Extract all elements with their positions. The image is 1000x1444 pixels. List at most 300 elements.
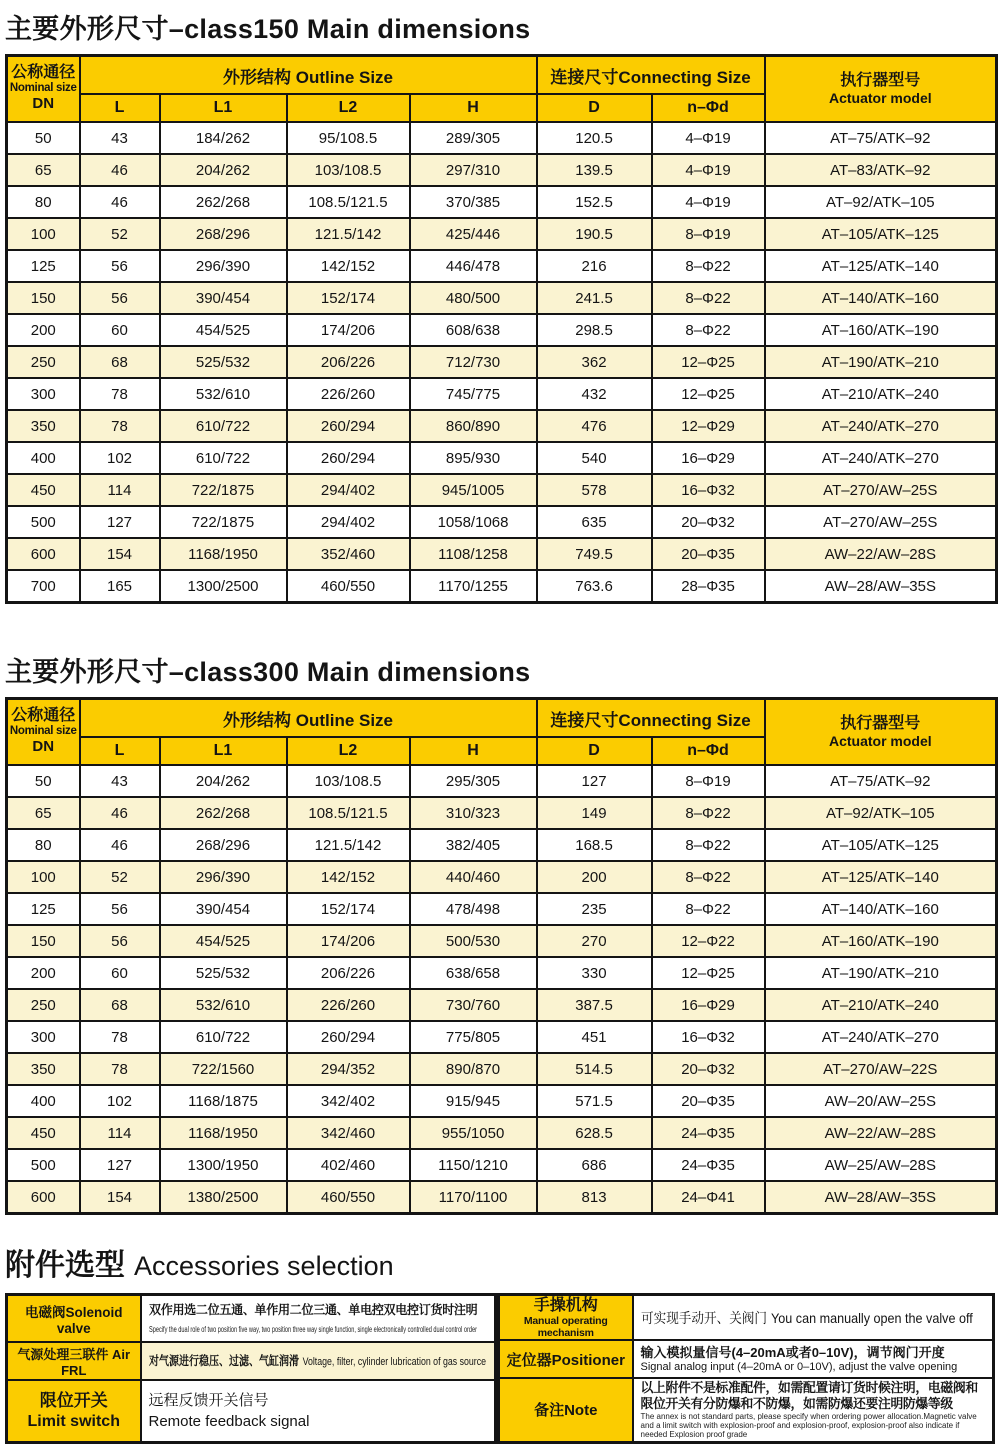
class300-table-body bbox=[7, 765, 997, 1214]
table-row bbox=[7, 893, 997, 925]
table-cell: AT–125/ATK–140 bbox=[765, 250, 997, 282]
table-cell: 480/500 bbox=[410, 282, 537, 314]
table-cell: 300 bbox=[7, 1021, 80, 1053]
table-row bbox=[7, 765, 997, 797]
table-row bbox=[7, 797, 997, 829]
note-desc: 以上附件不是标准配件，如需配置请订货时候注明，电磁阀和限位开关有分防爆和不防爆，如需防爆还要注明防爆等级 The annex is not standard parts, please specify when ordering power allocation.Magnetic valve and a limit switch with explosion-proof and explosion-proof, explosion-proof also indicate if needed Explosion proof grade bbox=[633, 1378, 994, 1442]
class150-dimensions-table bbox=[5, 54, 998, 604]
table-cell: AT–240/ATK–270 bbox=[765, 410, 997, 442]
table-cell: 4–Φ19 bbox=[652, 122, 765, 154]
table-cell: 775/805 bbox=[410, 1021, 537, 1053]
table-cell: 127 bbox=[537, 765, 652, 797]
table-cell: 260/294 bbox=[287, 442, 410, 474]
table-cell: 80 bbox=[7, 186, 80, 218]
table-cell: 8–Φ22 bbox=[652, 861, 765, 893]
table-cell: 500/530 bbox=[410, 925, 537, 957]
table-cell: 342/460 bbox=[287, 1117, 410, 1149]
table-cell: 895/930 bbox=[410, 442, 537, 474]
table-cell: 1380/2500 bbox=[160, 1181, 287, 1214]
col-header-D: D bbox=[537, 737, 652, 765]
table-cell: AT–140/ATK–160 bbox=[765, 282, 997, 314]
table-row bbox=[7, 410, 997, 442]
accessories-left-table bbox=[5, 1293, 497, 1444]
connecting-size-header: 连接尺寸Connecting Size bbox=[537, 56, 765, 95]
limit-switch-label: 限位开关 Limit switch bbox=[7, 1380, 141, 1442]
table-cell: 915/945 bbox=[410, 1085, 537, 1117]
table-row bbox=[7, 346, 997, 378]
table-cell: 114 bbox=[80, 1117, 160, 1149]
table-cell: AT–210/ATK–240 bbox=[765, 989, 997, 1021]
table-cell: 102 bbox=[80, 1085, 160, 1117]
accessories-title-en: Accessories selection bbox=[134, 1251, 394, 1281]
table-cell: 294/402 bbox=[287, 474, 410, 506]
table-cell: AT–75/ATK–92 bbox=[765, 122, 997, 154]
manual-mechanism-desc: 可实现手动开、关阀门 You can manually open the valve off bbox=[633, 1295, 994, 1341]
table-cell: 68 bbox=[80, 346, 160, 378]
table-row bbox=[7, 1295, 496, 1342]
table-cell: 446/478 bbox=[410, 250, 537, 282]
table-cell: 12–Φ25 bbox=[652, 378, 765, 410]
table-cell: 460/550 bbox=[287, 570, 410, 603]
table-cell: 24–Φ35 bbox=[652, 1117, 765, 1149]
table-cell: 16–Φ32 bbox=[652, 474, 765, 506]
table-cell: 46 bbox=[80, 154, 160, 186]
table-cell: 262/268 bbox=[160, 797, 287, 829]
table-cell: 955/1050 bbox=[410, 1117, 537, 1149]
table-cell: 763.6 bbox=[537, 570, 652, 603]
table-cell: 610/722 bbox=[160, 410, 287, 442]
table-cell: 52 bbox=[80, 218, 160, 250]
connecting-size-header: 连接尺寸Connecting Size bbox=[537, 699, 765, 738]
table-row bbox=[7, 1021, 997, 1053]
table-cell: 149 bbox=[537, 797, 652, 829]
table-cell: 120.5 bbox=[537, 122, 652, 154]
table-row bbox=[7, 861, 997, 893]
table-cell: 402/460 bbox=[287, 1149, 410, 1181]
table-cell: 350 bbox=[7, 410, 80, 442]
table-cell: 628.5 bbox=[537, 1117, 652, 1149]
table-cell: AW–28/AW–35S bbox=[765, 1181, 997, 1214]
table-cell: 8–Φ22 bbox=[652, 797, 765, 829]
table-cell: 154 bbox=[80, 538, 160, 570]
table-cell: 78 bbox=[80, 1021, 160, 1053]
table-cell: 60 bbox=[80, 314, 160, 346]
table-row bbox=[7, 957, 997, 989]
table-cell: AT–83/ATK–92 bbox=[765, 154, 997, 186]
table-cell: 460/550 bbox=[287, 1181, 410, 1214]
table-cell: 1168/1950 bbox=[160, 538, 287, 570]
table-cell: 342/402 bbox=[287, 1085, 410, 1117]
section-title-class300: 主要外形尺寸–class300 Main dimensions bbox=[5, 657, 531, 687]
table-cell: 1058/1068 bbox=[410, 506, 537, 538]
table-cell: 108.5/121.5 bbox=[287, 186, 410, 218]
table-row bbox=[7, 1149, 997, 1181]
table-cell: AT–210/ATK–240 bbox=[765, 378, 997, 410]
table-cell: 1300/2500 bbox=[160, 570, 287, 603]
class300-dimensions-table bbox=[5, 697, 998, 1215]
table-cell: 432 bbox=[537, 378, 652, 410]
table-cell: 121.5/142 bbox=[287, 829, 410, 861]
accessories-right-table bbox=[497, 1293, 995, 1444]
table-cell: 12–Φ22 bbox=[652, 925, 765, 957]
table-cell: 262/268 bbox=[160, 186, 287, 218]
table-cell: 56 bbox=[80, 282, 160, 314]
table-cell: 514.5 bbox=[537, 1053, 652, 1085]
table-cell: 945/1005 bbox=[410, 474, 537, 506]
table-cell: 46 bbox=[80, 186, 160, 218]
table-cell: 382/405 bbox=[410, 829, 537, 861]
table-cell: 152/174 bbox=[287, 893, 410, 925]
manual-mechanism-label: 手操机构 Manual operating mechanism bbox=[499, 1295, 633, 1341]
table-cell: 250 bbox=[7, 346, 80, 378]
table-cell: AT–240/ATK–270 bbox=[765, 1021, 997, 1053]
table-cell: 268/296 bbox=[160, 218, 287, 250]
table-cell: 4–Φ19 bbox=[652, 186, 765, 218]
table-cell: 330 bbox=[537, 957, 652, 989]
table-cell: 165 bbox=[80, 570, 160, 603]
table-cell: 296/390 bbox=[160, 861, 287, 893]
table-cell: 80 bbox=[7, 829, 80, 861]
table-row bbox=[7, 442, 997, 474]
table-row bbox=[499, 1378, 994, 1442]
table-cell: 600 bbox=[7, 1181, 80, 1214]
table-cell: 190.5 bbox=[537, 218, 652, 250]
table-cell: 295/305 bbox=[410, 765, 537, 797]
table-row bbox=[7, 1342, 496, 1380]
table-row bbox=[7, 506, 997, 538]
table-cell: 440/460 bbox=[410, 861, 537, 893]
positioner-label: 定位器Positioner bbox=[499, 1340, 633, 1378]
table-cell: 525/532 bbox=[160, 957, 287, 989]
table-cell: 635 bbox=[537, 506, 652, 538]
table-cell: 68 bbox=[80, 989, 160, 1021]
table-cell: 12–Φ25 bbox=[652, 957, 765, 989]
table-cell: 125 bbox=[7, 893, 80, 925]
table-cell: 16–Φ29 bbox=[652, 442, 765, 474]
table-cell: 95/108.5 bbox=[287, 122, 410, 154]
table-cell: 102 bbox=[80, 442, 160, 474]
table-cell: 43 bbox=[80, 765, 160, 797]
table-cell: 12–Φ29 bbox=[652, 410, 765, 442]
table-cell: 174/206 bbox=[287, 314, 410, 346]
table-cell: 78 bbox=[80, 378, 160, 410]
table-cell: 1170/1255 bbox=[410, 570, 537, 603]
table-cell: 700 bbox=[7, 570, 80, 603]
table-cell: 142/152 bbox=[287, 861, 410, 893]
table-cell: 52 bbox=[80, 861, 160, 893]
table-cell: 578 bbox=[537, 474, 652, 506]
table-cell: AW–22/AW–28S bbox=[765, 538, 997, 570]
table-cell: 540 bbox=[537, 442, 652, 474]
table-cell: 152.5 bbox=[537, 186, 652, 218]
table-cell: 206/226 bbox=[287, 346, 410, 378]
table-cell: 454/525 bbox=[160, 314, 287, 346]
table-cell: 352/460 bbox=[287, 538, 410, 570]
table-cell: 8–Φ19 bbox=[652, 218, 765, 250]
table-row bbox=[7, 282, 997, 314]
table-row bbox=[7, 218, 997, 250]
col-header-H: H bbox=[410, 94, 537, 122]
solenoid-valve-desc: 双作用选二位五通、单作用二位三通、单电控双电控订货时注明 Specify the dual role of two position five way, two position three way single function, single electronically controlled dual control order bbox=[141, 1295, 496, 1342]
table-cell: 525/532 bbox=[160, 346, 287, 378]
table-cell: 478/498 bbox=[410, 893, 537, 925]
table-cell: 1170/1100 bbox=[410, 1181, 537, 1214]
table-cell: AW–20/AW–25S bbox=[765, 1085, 997, 1117]
table-cell: 241.5 bbox=[537, 282, 652, 314]
table-cell: 571.5 bbox=[537, 1085, 652, 1117]
table-cell: 46 bbox=[80, 797, 160, 829]
table-cell: 127 bbox=[80, 1149, 160, 1181]
table-cell: 608/638 bbox=[410, 314, 537, 346]
section-title-accessories bbox=[5, 1240, 1000, 1284]
table-row bbox=[499, 1295, 994, 1341]
table-row bbox=[7, 122, 997, 154]
table-cell: 610/722 bbox=[160, 442, 287, 474]
table-cell: 125 bbox=[7, 250, 80, 282]
table-row bbox=[7, 1181, 997, 1214]
outline-size-header: 外形结构 Outline Size bbox=[80, 699, 537, 738]
table-cell: 722/1560 bbox=[160, 1053, 287, 1085]
table-cell: 400 bbox=[7, 442, 80, 474]
table-cell: 745/775 bbox=[410, 378, 537, 410]
table-cell: 108.5/121.5 bbox=[287, 797, 410, 829]
table-cell: 114 bbox=[80, 474, 160, 506]
table-cell: AT–270/AW–25S bbox=[765, 474, 997, 506]
table-cell: 289/305 bbox=[410, 122, 537, 154]
class150-table-body bbox=[7, 122, 997, 603]
table-cell: 28–Φ35 bbox=[652, 570, 765, 603]
table-row bbox=[7, 1117, 997, 1149]
table-cell: 610/722 bbox=[160, 1021, 287, 1053]
section-title-class150: 主要外形尺寸–class150 Main dimensions bbox=[5, 14, 531, 44]
table-row bbox=[7, 1053, 997, 1085]
table-cell: 260/294 bbox=[287, 410, 410, 442]
table-cell: 152/174 bbox=[287, 282, 410, 314]
table-cell: AT–105/ATK–125 bbox=[765, 829, 997, 861]
table-cell: AW–22/AW–28S bbox=[765, 1117, 997, 1149]
table-cell: 451 bbox=[537, 1021, 652, 1053]
table-cell: AT–160/ATK–190 bbox=[765, 314, 997, 346]
table-cell: 20–Φ32 bbox=[652, 1053, 765, 1085]
col-header-L2: L2 bbox=[287, 94, 410, 122]
table-cell: 235 bbox=[537, 893, 652, 925]
table-cell: 387.5 bbox=[537, 989, 652, 1021]
table-cell: 450 bbox=[7, 1117, 80, 1149]
table-cell: 16–Φ32 bbox=[652, 1021, 765, 1053]
table-cell: 1150/1210 bbox=[410, 1149, 537, 1181]
table-cell: AT–240/ATK–270 bbox=[765, 442, 997, 474]
table-cell: 204/262 bbox=[160, 765, 287, 797]
table-cell: 600 bbox=[7, 538, 80, 570]
outline-size-header: 外形结构 Outline Size bbox=[80, 56, 537, 95]
table-cell: 20–Φ32 bbox=[652, 506, 765, 538]
table-cell: AT–190/ATK–210 bbox=[765, 957, 997, 989]
table-cell: 46 bbox=[80, 829, 160, 861]
table-cell: 362 bbox=[537, 346, 652, 378]
table-cell: AW–25/AW–28S bbox=[765, 1149, 997, 1181]
table-cell: 260/294 bbox=[287, 1021, 410, 1053]
table-cell: 226/260 bbox=[287, 989, 410, 1021]
table-cell: 20–Φ35 bbox=[652, 1085, 765, 1117]
actuator-model-header: 执行器型号 Actuator model bbox=[765, 56, 997, 123]
table-cell: 200 bbox=[537, 861, 652, 893]
table-cell: 294/352 bbox=[287, 1053, 410, 1085]
col-header-L1: L1 bbox=[160, 94, 287, 122]
table-cell: 310/323 bbox=[410, 797, 537, 829]
col-header-D: D bbox=[537, 94, 652, 122]
table-row bbox=[7, 1380, 496, 1442]
positioner-desc: 输入模拟量信号(4–20mA或者0–10V)，调节阀门开度 Signal analog input (4–20mA or 0–10V), adjust the valve opening bbox=[633, 1340, 994, 1378]
table-row bbox=[7, 474, 997, 506]
table-cell: 1168/1950 bbox=[160, 1117, 287, 1149]
table-cell: 139.5 bbox=[537, 154, 652, 186]
note-label: 备注Note bbox=[499, 1378, 633, 1442]
actuator-model-header: 执行器型号 Actuator model bbox=[765, 699, 997, 766]
table-cell: 216 bbox=[537, 250, 652, 282]
table-cell: 8–Φ22 bbox=[652, 250, 765, 282]
limit-switch-desc: 远程反馈开关信号 Remote feedback signal bbox=[141, 1380, 496, 1442]
table-cell: 454/525 bbox=[160, 925, 287, 957]
table-cell: AT–270/AW–25S bbox=[765, 506, 997, 538]
table-cell: 20–Φ35 bbox=[652, 538, 765, 570]
table-cell: AT–140/ATK–160 bbox=[765, 893, 997, 925]
table-cell: 813 bbox=[537, 1181, 652, 1214]
table-cell: 296/390 bbox=[160, 250, 287, 282]
table-row bbox=[7, 989, 997, 1021]
table-row bbox=[7, 250, 997, 282]
table-row bbox=[499, 1340, 994, 1378]
table-row bbox=[7, 1085, 997, 1117]
nominal-size-header: 公称通径 Nominal size DN bbox=[7, 699, 80, 766]
table-cell: 722/1875 bbox=[160, 506, 287, 538]
col-header-L2: L2 bbox=[287, 737, 410, 765]
table-cell: 8–Φ22 bbox=[652, 314, 765, 346]
table-cell: 370/385 bbox=[410, 186, 537, 218]
table-cell: 712/730 bbox=[410, 346, 537, 378]
table-cell: AT–105/ATK–125 bbox=[765, 218, 997, 250]
table-cell: 50 bbox=[7, 765, 80, 797]
table-cell: 121.5/142 bbox=[287, 218, 410, 250]
col-header-n-phi-d: n–Φd bbox=[652, 94, 765, 122]
table-cell: 154 bbox=[80, 1181, 160, 1214]
accessories-tables bbox=[5, 1293, 995, 1444]
table-cell: 100 bbox=[7, 861, 80, 893]
table-cell: 1300/1950 bbox=[160, 1149, 287, 1181]
table-cell: 168.5 bbox=[537, 829, 652, 861]
air-frl-desc: 对气源进行稳压、过滤、气缸润滑 Voltage, filter, cylinder lubrication of gas source bbox=[141, 1342, 496, 1380]
table-cell: 65 bbox=[7, 154, 80, 186]
table-row bbox=[7, 829, 997, 861]
table-cell: 8–Φ22 bbox=[652, 829, 765, 861]
table-cell: 60 bbox=[80, 957, 160, 989]
col-header-L: L bbox=[80, 737, 160, 765]
table-cell: 390/454 bbox=[160, 282, 287, 314]
table-cell: 127 bbox=[80, 506, 160, 538]
table-cell: 890/870 bbox=[410, 1053, 537, 1085]
table-cell: 8–Φ22 bbox=[652, 893, 765, 925]
table-cell: AT–92/ATK–105 bbox=[765, 797, 997, 829]
table-cell: 200 bbox=[7, 314, 80, 346]
table-cell: 16–Φ29 bbox=[652, 989, 765, 1021]
table-cell: 390/454 bbox=[160, 893, 287, 925]
nominal-size-header: 公称通径 Nominal size DN bbox=[7, 56, 80, 123]
table-cell: 8–Φ22 bbox=[652, 282, 765, 314]
table-cell: 78 bbox=[80, 1053, 160, 1085]
table-cell: 532/610 bbox=[160, 378, 287, 410]
table-cell: 8–Φ19 bbox=[652, 765, 765, 797]
table-cell: 860/890 bbox=[410, 410, 537, 442]
table-cell: 150 bbox=[7, 925, 80, 957]
table-cell: 476 bbox=[537, 410, 652, 442]
table-row bbox=[7, 925, 997, 957]
table-row bbox=[7, 570, 997, 603]
table-cell: 56 bbox=[80, 925, 160, 957]
table-cell: 43 bbox=[80, 122, 160, 154]
table-cell: 200 bbox=[7, 957, 80, 989]
col-header-n-phi-d: n–Φd bbox=[652, 737, 765, 765]
table-row bbox=[7, 154, 997, 186]
table-cell: 4–Φ19 bbox=[652, 154, 765, 186]
table-cell: 204/262 bbox=[160, 154, 287, 186]
table-row bbox=[7, 314, 997, 346]
table-cell: 686 bbox=[537, 1149, 652, 1181]
table-cell: 425/446 bbox=[410, 218, 537, 250]
table-cell: 500 bbox=[7, 1149, 80, 1181]
table-cell: 749.5 bbox=[537, 538, 652, 570]
table-cell: 1168/1875 bbox=[160, 1085, 287, 1117]
table-cell: 174/206 bbox=[287, 925, 410, 957]
table-cell: AT–75/ATK–92 bbox=[765, 765, 997, 797]
table-cell: 297/310 bbox=[410, 154, 537, 186]
table-cell: 226/260 bbox=[287, 378, 410, 410]
table-cell: 24–Φ35 bbox=[652, 1149, 765, 1181]
accessories-title-cn: 附件选型 bbox=[5, 1249, 125, 1282]
table-cell: 65 bbox=[7, 797, 80, 829]
table-cell: 56 bbox=[80, 893, 160, 925]
table-cell: AT–160/ATK–190 bbox=[765, 925, 997, 957]
table-cell: 450 bbox=[7, 474, 80, 506]
table-cell: 56 bbox=[80, 250, 160, 282]
table-cell: 722/1875 bbox=[160, 474, 287, 506]
table-cell: 500 bbox=[7, 506, 80, 538]
table-row bbox=[7, 186, 997, 218]
table-cell: 270 bbox=[537, 925, 652, 957]
table-cell: 184/262 bbox=[160, 122, 287, 154]
table-row bbox=[7, 378, 997, 410]
table-cell: 103/108.5 bbox=[287, 154, 410, 186]
table-cell: 350 bbox=[7, 1053, 80, 1085]
table-cell: 150 bbox=[7, 282, 80, 314]
table-cell: 142/152 bbox=[287, 250, 410, 282]
table-cell: 268/296 bbox=[160, 829, 287, 861]
table-cell: 78 bbox=[80, 410, 160, 442]
table-cell: 206/226 bbox=[287, 957, 410, 989]
table-cell: 24–Φ41 bbox=[652, 1181, 765, 1214]
col-header-L1: L1 bbox=[160, 737, 287, 765]
table-cell: 294/402 bbox=[287, 506, 410, 538]
table-cell: 100 bbox=[7, 218, 80, 250]
table-cell: AW–28/AW–35S bbox=[765, 570, 997, 603]
table-cell: AT–190/ATK–210 bbox=[765, 346, 997, 378]
air-frl-label: 气源处理三联件 Air FRL bbox=[7, 1342, 141, 1380]
table-cell: AT–270/AW–22S bbox=[765, 1053, 997, 1085]
table-cell: 300 bbox=[7, 378, 80, 410]
table-cell: 400 bbox=[7, 1085, 80, 1117]
table-cell: 1108/1258 bbox=[410, 538, 537, 570]
table-cell: AT–125/ATK–140 bbox=[765, 861, 997, 893]
table-row bbox=[7, 538, 997, 570]
table-cell: 250 bbox=[7, 989, 80, 1021]
